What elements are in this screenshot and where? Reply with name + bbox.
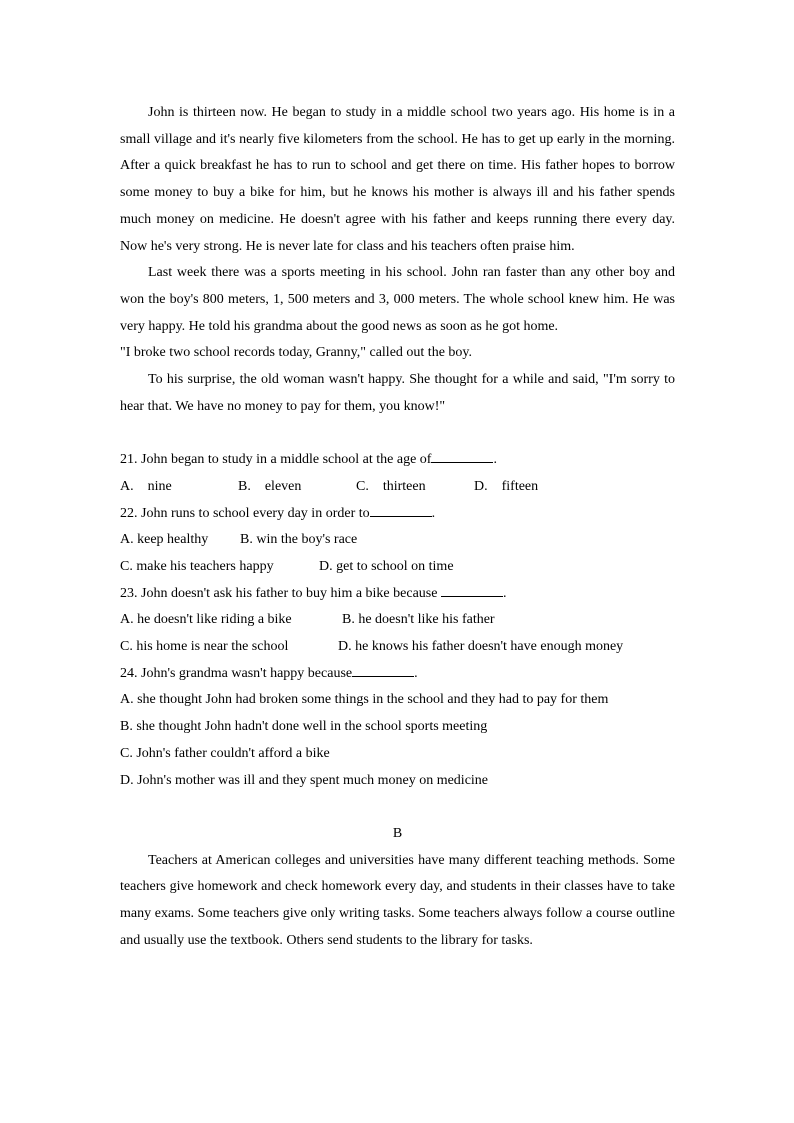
question-text: 22. John runs to school every day in order to (120, 505, 370, 521)
question-end: . (431, 505, 436, 521)
question-23-options-row-2 (120, 634, 675, 661)
answer-blank (431, 448, 493, 463)
option-d: D. he knows his father doesn't have enough money (338, 639, 624, 655)
answer-blank (352, 662, 414, 677)
option-a: A. nine (120, 478, 172, 494)
question-end: . (493, 452, 497, 468)
question-24-stem (120, 661, 675, 688)
question-22-options-row-2 (120, 554, 675, 581)
option-b: B. win the boy's race (240, 532, 358, 548)
question-22-stem (120, 501, 675, 528)
question-21-options (120, 474, 675, 501)
question-21-stem (120, 447, 675, 474)
option-c: C. his home is near the school (120, 639, 289, 655)
question-23-options-row-1 (120, 607, 675, 634)
question-text: 24. John's grandma wasn't happy because (120, 665, 353, 681)
passage-a-paragraph-1: John is thirteen now. He began to study in a middle school two years ago. His home is in a small village and it's nearly five kilometers from the school. He has to get up early in the morning. After a quick breakfast he has to run to school and get there on time. His father hopes to borrow some money to buy a bike for him, but he knows his mother is always ill and his father spends much money on medicine. He doesn't agree with his father and keeps running there every day. Now he's very strong. He is never late for class and his teachers often praise him. (120, 105, 675, 254)
passage-b-paragraph-1: Teachers at American colleges and universities have many different teaching methods. Some teachers give homework and check homework every day, and students in their classes have to take many exams. Some teachers give only writing tasks. Some teachers always follow a course outline and usually use the textbook. Others send students to the library for tasks. (120, 852, 675, 948)
question-end: . (502, 585, 507, 601)
question-text: 21. John began to study in a middle school at the age of (120, 452, 432, 468)
option-c: C. thirteen (356, 478, 426, 494)
passage-b-label: B (392, 825, 403, 841)
question-end: . (414, 665, 418, 681)
option-d: D. fifteen (474, 478, 539, 494)
option-b: B. he doesn't like his father (342, 612, 495, 628)
option-a: A. keep healthy (120, 532, 209, 548)
spacer (120, 794, 675, 821)
question-text: 23. John doesn't ask his father to buy him a bike because (120, 585, 438, 601)
passage-a-paragraph-2: Last week there was a sports meeting in his school. John ran faster than any other boy and won the boy's 800 meters, 1, 500 meters and 3, 000 meters. The whole school knew him. He was very happy. He told his grandma about the good news as soon as he got home. (120, 265, 675, 334)
question-24-option-c: C. John's father couldn't afford a bike (120, 745, 330, 761)
passage-a-paragraph-4: To his surprise, the old woman wasn't happy. She thought for a while and said, "I'm sorry to hear that. We have no money to pay for them, you know!" (120, 372, 675, 414)
option-d: D. get to school on time (319, 558, 454, 574)
option-a: A. he doesn't like riding a bike (120, 612, 292, 628)
option-b: B. eleven (238, 478, 302, 494)
passage-a-paragraph-3: "I broke two school records today, Granny," called out the boy. (120, 345, 472, 361)
question-23-stem (120, 581, 675, 608)
option-c: C. make his teachers happy (120, 558, 274, 574)
answer-blank (370, 502, 432, 517)
question-22-options-row-1 (120, 527, 675, 554)
document-content (120, 100, 675, 954)
question-24-option-d: D. John's mother was ill and they spent much money on medicine (120, 772, 489, 788)
spacer (120, 420, 675, 447)
answer-blank (441, 582, 503, 597)
question-24-option-b: B. she thought John hadn't done well in the school sports meeting (120, 719, 488, 735)
question-24-option-a: A. she thought John had broken some things in the school and they had to pay for them (120, 692, 609, 708)
